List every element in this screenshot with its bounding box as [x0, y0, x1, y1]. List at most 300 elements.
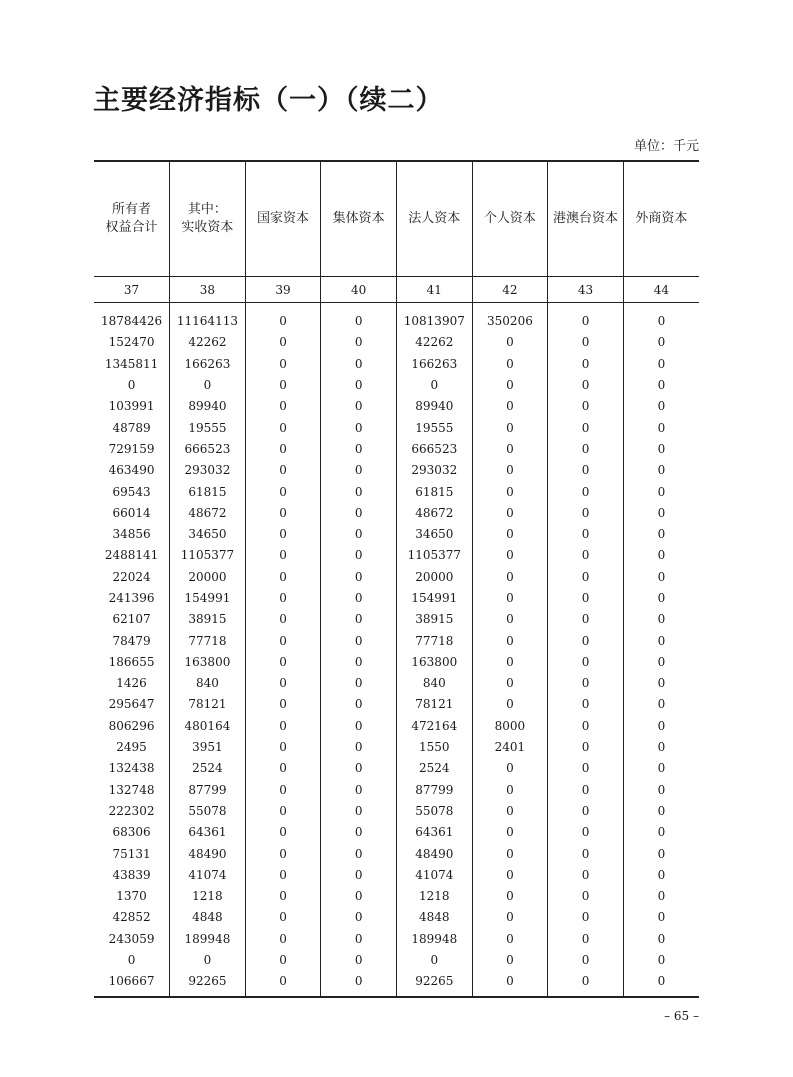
table-cell: 1426: [116, 676, 147, 691]
column-number: 41: [397, 277, 473, 303]
column-header-line1: 其中：: [187, 202, 227, 217]
table-cell: 48490: [397, 843, 473, 864]
table-cell: 19555: [397, 417, 473, 438]
table-cell: 0: [623, 545, 699, 566]
table-cell: 1370: [116, 889, 147, 904]
table-row: [94, 460, 699, 481]
table-row: [94, 439, 699, 460]
table-cell: 243059: [108, 931, 155, 946]
table-cell: 0: [548, 950, 624, 971]
table-cell: 0: [548, 481, 624, 502]
table-cell: 0: [472, 780, 548, 801]
table-cell: 34650: [170, 524, 246, 545]
table-row: [94, 801, 699, 822]
table-cell: 0: [548, 865, 624, 886]
table-cell: 0: [472, 588, 548, 609]
table-cell: 0: [623, 865, 699, 886]
table-cell: 0: [321, 865, 397, 886]
table-cell: 0: [472, 545, 548, 566]
table-cell: 48490: [170, 843, 246, 864]
table-cell: 0: [548, 332, 624, 353]
table-row: [94, 886, 699, 907]
table-cell: 66014: [112, 505, 151, 520]
table-cell: 0: [321, 481, 397, 502]
table-row: [94, 396, 699, 417]
column-header: [548, 161, 624, 277]
table-cell: 0: [472, 396, 548, 417]
table-cell: 0: [472, 567, 548, 588]
table-cell: 163800: [397, 652, 473, 673]
table-cell: 38915: [397, 609, 473, 630]
table-cell: 42852: [112, 910, 151, 925]
table-cell: 0: [245, 950, 321, 971]
table-cell: 0: [245, 481, 321, 502]
table-cell: 840: [397, 673, 473, 694]
economic-indicators-table: [94, 160, 699, 998]
column-number: 38: [170, 277, 246, 303]
table-cell: 0: [245, 694, 321, 715]
table-cell: 0: [472, 971, 548, 996]
table-cell: 0: [127, 953, 136, 968]
table-row: [94, 694, 699, 715]
table-cell: 0: [245, 354, 321, 375]
table-cell: 222302: [108, 803, 155, 818]
table-row: [94, 929, 699, 950]
table-cell: 0: [472, 439, 548, 460]
table-cell: 0: [472, 673, 548, 694]
table-cell: 152470: [108, 335, 155, 350]
table-cell: 69543: [112, 484, 151, 499]
table-row: [94, 950, 699, 971]
table-cell: 0: [245, 843, 321, 864]
table-cell: 0: [170, 375, 246, 396]
table-cell: 0: [623, 652, 699, 673]
table-cell: 92265: [397, 971, 473, 996]
table-cell: 89940: [397, 396, 473, 417]
table-row: [94, 524, 699, 545]
table-cell: 55078: [397, 801, 473, 822]
table-cell: 41074: [170, 865, 246, 886]
table-cell: 0: [548, 929, 624, 950]
table-cell: 106667: [94, 971, 170, 996]
table-cell: 0: [321, 630, 397, 651]
table-cell: 0: [245, 439, 321, 460]
table-cell: 0: [245, 303, 321, 333]
table-cell: 0: [245, 971, 321, 996]
table-row: [94, 567, 699, 588]
table-cell: 0: [321, 503, 397, 524]
table-cell: 350206: [472, 303, 548, 333]
table-cell: 0: [623, 303, 699, 333]
table-cell: 0: [472, 503, 548, 524]
table-cell: 840: [170, 673, 246, 694]
column-header: [472, 161, 548, 277]
page-title: 主要经济指标（一）（续二）: [93, 85, 444, 116]
table-cell: 0: [472, 481, 548, 502]
table-cell: 0: [472, 652, 548, 673]
table-cell: 0: [548, 737, 624, 758]
table-cell: 0: [321, 545, 397, 566]
table-cell: 0: [623, 673, 699, 694]
column-number: 39: [245, 277, 321, 303]
table-cell: 163800: [170, 652, 246, 673]
table-cell: 0: [245, 396, 321, 417]
table-cell: 0: [623, 886, 699, 907]
table-cell: 0: [472, 375, 548, 396]
table-cell: 729159: [108, 441, 155, 456]
table-cell: 64361: [397, 822, 473, 843]
table-cell: 154991: [170, 588, 246, 609]
table-cell: 38915: [170, 609, 246, 630]
table-cell: 0: [321, 843, 397, 864]
table-cell: 480164: [170, 716, 246, 737]
table-cell: 0: [548, 673, 624, 694]
table-row: [94, 758, 699, 779]
table-cell: 0: [548, 303, 624, 333]
table-cell: 132438: [108, 761, 155, 776]
table-cell: 0: [623, 971, 699, 996]
table-cell: 186655: [108, 654, 155, 669]
table-cell: 92265: [170, 971, 246, 996]
table-cell: 0: [321, 950, 397, 971]
table-cell: 42262: [397, 332, 473, 353]
table-cell: 0: [548, 439, 624, 460]
table-cell: 0: [472, 417, 548, 438]
table-cell: 0: [623, 630, 699, 651]
table-cell: 0: [472, 907, 548, 928]
table-cell: 0: [321, 439, 397, 460]
table-cell: 0: [623, 354, 699, 375]
table-cell: 0: [472, 929, 548, 950]
table-cell: 0: [548, 971, 624, 996]
table-cell: 0: [623, 396, 699, 417]
table-cell: 0: [245, 545, 321, 566]
table-cell: 0: [472, 865, 548, 886]
table-cell: 0: [245, 737, 321, 758]
table-cell: 2495: [116, 740, 147, 755]
table-cell: 0: [623, 567, 699, 588]
table-cell: 0: [623, 822, 699, 843]
table-cell: 0: [321, 354, 397, 375]
table-cell: 1105377: [397, 545, 473, 566]
table-cell: 0: [321, 822, 397, 843]
table-cell: 62107: [112, 612, 151, 627]
table-cell: 0: [623, 588, 699, 609]
table-cell: 0: [623, 524, 699, 545]
column-number: 42: [472, 277, 548, 303]
table-cell: 0: [548, 907, 624, 928]
table-cell: 1218: [397, 886, 473, 907]
table-cell: 132748: [108, 782, 155, 797]
column-number: 40: [321, 277, 397, 303]
table-cell: 0: [623, 907, 699, 928]
table-cell: 18784426: [101, 314, 163, 329]
column-number: 43: [548, 277, 624, 303]
table-cell: 1105377: [170, 545, 246, 566]
table-row: [94, 780, 699, 801]
column-header: [245, 161, 321, 277]
table-cell: 0: [623, 439, 699, 460]
table-cell: 0: [321, 737, 397, 758]
table-cell: 0: [245, 503, 321, 524]
column-header-line1: 港澳台资本: [553, 211, 619, 226]
table-cell: 0: [623, 801, 699, 822]
table-cell: 189948: [397, 929, 473, 950]
column-header: [170, 161, 246, 277]
table-cell: 0: [245, 375, 321, 396]
table-cell: 87799: [397, 780, 473, 801]
column-header: [397, 161, 473, 277]
column-number-row: [94, 277, 699, 303]
table-row: [94, 417, 699, 438]
table-cell: 0: [623, 481, 699, 502]
table-cell: 0: [321, 303, 397, 333]
table-cell: 0: [548, 503, 624, 524]
table-cell: 3951: [170, 737, 246, 758]
table-cell: 0: [548, 545, 624, 566]
table-cell: 0: [321, 801, 397, 822]
table-row: [94, 971, 699, 996]
table-cell: 48672: [170, 503, 246, 524]
table-cell: 189948: [170, 929, 246, 950]
table-cell: 0: [245, 716, 321, 737]
table-cell: 0: [321, 609, 397, 630]
table-row: [94, 303, 699, 333]
table-cell: 0: [245, 417, 321, 438]
table-row: [94, 545, 699, 566]
table-cell: 1218: [170, 886, 246, 907]
table-cell: 20000: [170, 567, 246, 588]
table-cell: 0: [472, 886, 548, 907]
table-cell: 0: [245, 865, 321, 886]
table-cell: 0: [548, 588, 624, 609]
table-cell: 0: [245, 652, 321, 673]
table-cell: 293032: [170, 460, 246, 481]
table-cell: 0: [321, 907, 397, 928]
table-cell: 0: [472, 758, 548, 779]
table-row: [94, 673, 699, 694]
table-cell: 0: [548, 567, 624, 588]
table-cell: 0: [321, 694, 397, 715]
table-row: [94, 481, 699, 502]
table-cell: 0: [623, 375, 699, 396]
table-cell: 0: [472, 950, 548, 971]
table-cell: 10813907: [397, 303, 473, 333]
table-cell: 0: [623, 843, 699, 864]
table-cell: 0: [245, 673, 321, 694]
table-cell: 0: [397, 375, 473, 396]
table-cell: 0: [548, 524, 624, 545]
table-cell: 293032: [397, 460, 473, 481]
table-body: [94, 277, 699, 997]
table-cell: 0: [472, 822, 548, 843]
table-cell: 89940: [170, 396, 246, 417]
table-row: [94, 907, 699, 928]
unit-label: 单位：千元: [633, 139, 699, 154]
table-row: [94, 843, 699, 864]
page-number: – 65 –: [664, 1009, 699, 1023]
table-cell: 34856: [112, 527, 151, 542]
table-cell: 61815: [397, 481, 473, 502]
table-cell: 0: [321, 758, 397, 779]
table-cell: 0: [623, 737, 699, 758]
table-cell: 0: [623, 716, 699, 737]
table-cell: 1550: [397, 737, 473, 758]
table-cell: 0: [472, 354, 548, 375]
table-cell: 0: [623, 780, 699, 801]
table-cell: 11164113: [170, 303, 246, 333]
table-cell: 0: [472, 843, 548, 864]
table-cell: 0: [548, 354, 624, 375]
table-cell: 0: [321, 588, 397, 609]
table-cell: 2488141: [104, 548, 159, 563]
table-cell: 78121: [397, 694, 473, 715]
table-cell: 8000: [472, 716, 548, 737]
table-cell: 295647: [108, 697, 155, 712]
table-cell: 2524: [170, 758, 246, 779]
table-cell: 0: [623, 332, 699, 353]
table-row: [94, 822, 699, 843]
table-cell: 154991: [397, 588, 473, 609]
table-cell: 0: [321, 567, 397, 588]
table-cell: 0: [548, 375, 624, 396]
table-cell: 0: [321, 375, 397, 396]
table-cell: 4848: [397, 907, 473, 928]
table-cell: 34650: [397, 524, 473, 545]
table-cell: 0: [623, 417, 699, 438]
table-cell: 43839: [112, 867, 151, 882]
table-cell: 0: [321, 780, 397, 801]
header-row: [94, 161, 699, 277]
table-cell: 0: [321, 971, 397, 996]
table-cell: 19555: [170, 417, 246, 438]
table-cell: 0: [548, 417, 624, 438]
table-cell: 0: [245, 609, 321, 630]
table-cell: 0: [548, 780, 624, 801]
table-cell: 0: [321, 460, 397, 481]
table-cell: 2401: [472, 737, 548, 758]
table-cell: 0: [623, 609, 699, 630]
table-cell: 75131: [112, 846, 151, 861]
table-cell: 0: [245, 524, 321, 545]
table-cell: 0: [127, 378, 136, 393]
table-cell: 0: [472, 801, 548, 822]
table-cell: 68306: [112, 825, 151, 840]
table-row: [94, 652, 699, 673]
table-cell: 0: [548, 822, 624, 843]
table-cell: 0: [472, 694, 548, 715]
table-row: [94, 332, 699, 353]
table-cell: 0: [321, 524, 397, 545]
column-header-line1: 外商资本: [635, 211, 688, 226]
table-cell: 472164: [397, 716, 473, 737]
table-cell: 0: [548, 716, 624, 737]
table-cell: 55078: [170, 801, 246, 822]
table-cell: 78121: [170, 694, 246, 715]
table-cell: 2524: [397, 758, 473, 779]
table-cell: 0: [245, 588, 321, 609]
table-cell: 806296: [108, 718, 155, 733]
table-cell: 0: [245, 630, 321, 651]
table-cell: 166263: [170, 354, 246, 375]
table-row: [94, 588, 699, 609]
table-cell: 1345811: [104, 356, 159, 371]
table-cell: 0: [548, 694, 624, 715]
table-row: [94, 503, 699, 524]
table-cell: 77718: [170, 630, 246, 651]
table-cell: 0: [548, 652, 624, 673]
table-cell: 0: [170, 950, 246, 971]
table-cell: 0: [472, 332, 548, 353]
table-cell: 0: [472, 460, 548, 481]
table-cell: 48672: [397, 503, 473, 524]
table-cell: 61815: [170, 481, 246, 502]
table-cell: 0: [245, 886, 321, 907]
column-header-line1: 国家资本: [257, 211, 310, 226]
table-cell: 463490: [108, 463, 155, 478]
table-cell: 0: [245, 460, 321, 481]
table-cell: 0: [548, 630, 624, 651]
table-row: [94, 609, 699, 630]
column-header-line2: 实收资本: [181, 220, 234, 235]
column-header: [94, 161, 170, 277]
table-cell: 0: [623, 950, 699, 971]
table-cell: 0: [623, 460, 699, 481]
table-cell: 42262: [170, 332, 246, 353]
table-row: [94, 375, 699, 396]
table-row: [94, 716, 699, 737]
table-cell: 0: [321, 396, 397, 417]
table-cell: 0: [397, 950, 473, 971]
column-header-line1: 集体资本: [332, 211, 385, 226]
table-cell: 0: [321, 929, 397, 950]
table-cell: 0: [321, 886, 397, 907]
table-cell: 41074: [397, 865, 473, 886]
table-cell: 4848: [170, 907, 246, 928]
table-row: [94, 354, 699, 375]
column-number: 44: [623, 277, 699, 303]
table-cell: 48789: [112, 420, 151, 435]
table-row: [94, 865, 699, 886]
table-cell: 77718: [397, 630, 473, 651]
table-cell: 0: [548, 460, 624, 481]
column-header: [321, 161, 397, 277]
column-header: [623, 161, 699, 277]
column-number: 37: [94, 277, 170, 303]
column-header-line1: 个人资本: [483, 211, 536, 226]
table-cell: 0: [245, 929, 321, 950]
table-cell: 0: [623, 503, 699, 524]
table-cell: 0: [321, 673, 397, 694]
table-cell: 0: [245, 801, 321, 822]
table-cell: 0: [548, 609, 624, 630]
table-cell: 0: [548, 396, 624, 417]
table-cell: 0: [548, 758, 624, 779]
table-cell: 20000: [397, 567, 473, 588]
table-cell: 0: [623, 929, 699, 950]
table-cell: 0: [623, 694, 699, 715]
column-header-line2: 权益合计: [105, 220, 158, 235]
table-cell: 0: [321, 652, 397, 673]
table-cell: 0: [321, 716, 397, 737]
table-row: [94, 737, 699, 758]
column-header-line1: 法人资本: [408, 211, 461, 226]
table-cell: 0: [548, 801, 624, 822]
table-cell: 87799: [170, 780, 246, 801]
table-cell: 0: [245, 822, 321, 843]
table-cell: 0: [245, 758, 321, 779]
table-cell: 0: [321, 417, 397, 438]
